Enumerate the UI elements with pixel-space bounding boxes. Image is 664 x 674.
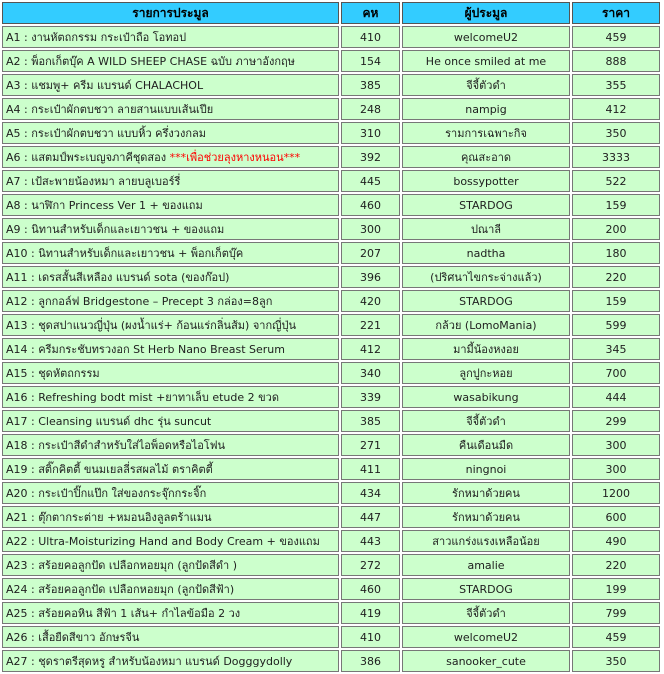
seller-cell: จีจี้ตัวดำ bbox=[402, 410, 570, 432]
seller-cell: ปณาลี bbox=[402, 218, 570, 240]
item-text: A7 : เป้สะพายน้องหมา ลายบลูเบอร์รี่ bbox=[6, 175, 181, 188]
seller-cell: รามการเฉพาะกิจ bbox=[402, 122, 570, 144]
item-text: A2 : พ็อกเก็ตบุ๊ค A WILD SHEEP CHASE ฉบับ ภาษาอังกฤษ bbox=[6, 55, 295, 68]
bids-cell: 207 bbox=[341, 242, 400, 264]
seller-cell: กล้วย (LomoMania) bbox=[402, 314, 570, 336]
bids-cell: 443 bbox=[341, 530, 400, 552]
table-row bbox=[2, 194, 660, 216]
bids-cell: 420 bbox=[341, 290, 400, 312]
item-cell bbox=[2, 290, 339, 312]
table-header-row bbox=[2, 2, 660, 24]
table-row bbox=[2, 218, 660, 240]
price-cell: 490 bbox=[572, 530, 660, 552]
table-row bbox=[2, 170, 660, 192]
item-cell bbox=[2, 434, 339, 456]
table-row bbox=[2, 650, 660, 672]
item-text: A17 : Cleansing แบรนด์ dhc รุ่น suncut bbox=[6, 415, 212, 428]
table-row bbox=[2, 146, 660, 168]
item-text: A14 : ครีมกระชับทรวงอก St Herb Nano Breast Serum bbox=[6, 343, 285, 356]
price-cell: 159 bbox=[572, 290, 660, 312]
price-cell: 3333 bbox=[572, 146, 660, 168]
price-cell: 459 bbox=[572, 26, 660, 48]
bids-cell: 392 bbox=[341, 146, 400, 168]
table-row bbox=[2, 266, 660, 288]
seller-cell: จีจี้ตัวดำ bbox=[402, 74, 570, 96]
bids-cell: 412 bbox=[341, 338, 400, 360]
price-cell: 300 bbox=[572, 434, 660, 456]
item-text: A24 : สร้อยคอลูกปัด เปลือกหอยมุก (ลูกปัดสีฟ้า) bbox=[6, 583, 235, 596]
table-row bbox=[2, 626, 660, 648]
table-row bbox=[2, 578, 660, 600]
seller-cell: จีจี้ตัวดำ bbox=[402, 602, 570, 624]
item-cell bbox=[2, 146, 339, 168]
seller-cell: STARDOG bbox=[402, 290, 570, 312]
seller-cell: amalie bbox=[402, 554, 570, 576]
seller-cell: สาวแกร่งแรงเหลือน้อย bbox=[402, 530, 570, 552]
bids-cell: 385 bbox=[341, 74, 400, 96]
table-row bbox=[2, 458, 660, 480]
seller-cell: มามี้น้องหงอย bbox=[402, 338, 570, 360]
seller-cell: nadtha bbox=[402, 242, 570, 264]
seller-cell: รักหมาด้วยคน bbox=[402, 482, 570, 504]
price-cell: 220 bbox=[572, 554, 660, 576]
seller-cell: รักหมาด้วยคน bbox=[402, 506, 570, 528]
item-cell bbox=[2, 554, 339, 576]
bids-cell: 460 bbox=[341, 578, 400, 600]
price-cell: 220 bbox=[572, 266, 660, 288]
price-cell: 299 bbox=[572, 410, 660, 432]
seller-cell: คืนเดือนมืด bbox=[402, 434, 570, 456]
item-cell bbox=[2, 194, 339, 216]
bids-cell: 447 bbox=[341, 506, 400, 528]
seller-cell: bossypotter bbox=[402, 170, 570, 192]
item-cell bbox=[2, 98, 339, 120]
item-cell bbox=[2, 266, 339, 288]
bids-cell: 271 bbox=[341, 434, 400, 456]
bids-cell: 445 bbox=[341, 170, 400, 192]
table-row bbox=[2, 98, 660, 120]
price-cell: 799 bbox=[572, 602, 660, 624]
item-cell bbox=[2, 410, 339, 432]
table-row bbox=[2, 26, 660, 48]
header-price: ราคา bbox=[572, 2, 660, 24]
price-cell: 180 bbox=[572, 242, 660, 264]
item-text: A20 : กระเป๋าปิ๊กแป๊ก ใส่ของกระจุ๊กกระจิ๊ก bbox=[6, 487, 207, 500]
header-bids: คห bbox=[341, 2, 400, 24]
bids-cell: 434 bbox=[341, 482, 400, 504]
item-text: A16 : Refreshing bodt mist +ยาทาเล็บ etude 2 ขวด bbox=[6, 391, 279, 404]
item-text: A1 : งานหัตถกรรม กระเป๋าถือ โอทอป bbox=[6, 31, 187, 44]
table-row bbox=[2, 386, 660, 408]
bids-cell: 410 bbox=[341, 626, 400, 648]
item-cell bbox=[2, 362, 339, 384]
item-cell bbox=[2, 386, 339, 408]
seller-cell: nampig bbox=[402, 98, 570, 120]
seller-cell: STARDOG bbox=[402, 578, 570, 600]
bids-cell: 272 bbox=[341, 554, 400, 576]
table-row bbox=[2, 530, 660, 552]
item-cell bbox=[2, 170, 339, 192]
seller-cell: He once smiled at me bbox=[402, 50, 570, 72]
item-text: A12 : ลูกกอล์ฟ Bridgestone – Precept 3 กล่อง=8ลูก bbox=[6, 295, 273, 308]
item-text: A19 : สติ๊กคิตตี้ ขนมเยลลี่รสผลไม้ ตราคิตตี้ bbox=[6, 463, 213, 476]
table-row bbox=[2, 434, 660, 456]
bids-cell: 339 bbox=[341, 386, 400, 408]
price-cell: 300 bbox=[572, 458, 660, 480]
item-text: A18 : กระเป๋าสีดำสำหรับใส่ไอพ็อดหรือไอโฟน bbox=[6, 439, 226, 452]
price-cell: 599 bbox=[572, 314, 660, 336]
bids-cell: 310 bbox=[341, 122, 400, 144]
item-cell bbox=[2, 626, 339, 648]
table-row bbox=[2, 242, 660, 264]
seller-cell: (ปริศนาไขกระจ่างแล้ว) bbox=[402, 266, 570, 288]
item-text: A3 : แชมพู+ ครีม แบรนด์ CHALACHOL bbox=[6, 79, 204, 92]
table-row bbox=[2, 74, 660, 96]
seller-cell: sanooker_cute bbox=[402, 650, 570, 672]
bids-cell: 386 bbox=[341, 650, 400, 672]
seller-cell: STARDOG bbox=[402, 194, 570, 216]
item-text: A21 : ตุ๊กตากระต่าย +หมอนอิงลูลตร้าแมน bbox=[6, 511, 212, 524]
seller-cell: คุณสะอาด bbox=[402, 146, 570, 168]
item-cell bbox=[2, 458, 339, 480]
price-cell: 345 bbox=[572, 338, 660, 360]
item-text: A11 : เดรสสั้นสีเหลือง แบรนด์ sota (ของก๊อป) bbox=[6, 271, 230, 284]
price-cell: 159 bbox=[572, 194, 660, 216]
item-text: A15 : ชุดหัตถกรรม bbox=[6, 367, 100, 380]
item-cell bbox=[2, 482, 339, 504]
price-cell: 350 bbox=[572, 122, 660, 144]
price-cell: 1200 bbox=[572, 482, 660, 504]
bids-cell: 154 bbox=[341, 50, 400, 72]
table-row bbox=[2, 122, 660, 144]
item-cell bbox=[2, 338, 339, 360]
table-row bbox=[2, 338, 660, 360]
item-text: A6 : แสตมป์พระเบญจภาคีชุดสอง bbox=[6, 151, 170, 164]
item-text: A9 : นิทานสำหรับเด็กและเยาวชน + ของแถม bbox=[6, 223, 225, 236]
bids-cell: 410 bbox=[341, 26, 400, 48]
table-row bbox=[2, 290, 660, 312]
item-cell bbox=[2, 242, 339, 264]
item-cell bbox=[2, 602, 339, 624]
item-text: A26 : เสื้อยืดสีขาว อักษรจีน bbox=[6, 631, 140, 644]
price-cell: 200 bbox=[572, 218, 660, 240]
table-row bbox=[2, 602, 660, 624]
bids-cell: 221 bbox=[341, 314, 400, 336]
price-cell: 350 bbox=[572, 650, 660, 672]
item-text: A10 : นิทานสำหรับเด็กและเยาวชน + พ็อกเก็ตบุ๊ค bbox=[6, 247, 244, 260]
seller-cell: ลูกปูกะหอย bbox=[402, 362, 570, 384]
item-cell bbox=[2, 122, 339, 144]
item-text: A25 : สร้อยคอหิน สีฟ้า 1 เส้น+ กำไลข้อมือ 2 วง bbox=[6, 607, 241, 620]
table-row bbox=[2, 314, 660, 336]
table-body bbox=[2, 26, 660, 672]
price-cell: 600 bbox=[572, 506, 660, 528]
item-text: A23 : สร้อยคอลูกปัด เปลือกหอยมุก (ลูกปัดสีดำ ) bbox=[6, 559, 237, 572]
price-cell: 355 bbox=[572, 74, 660, 96]
seller-cell: ningnoi bbox=[402, 458, 570, 480]
seller-cell: wasabikung bbox=[402, 386, 570, 408]
item-cell bbox=[2, 74, 339, 96]
item-cell bbox=[2, 218, 339, 240]
item-text: A5 : กระเป๋าผักตบชวา แบบหิ้ว ครึ่งวงกลม bbox=[6, 127, 206, 140]
bids-cell: 340 bbox=[341, 362, 400, 384]
bids-cell: 396 bbox=[341, 266, 400, 288]
table-row bbox=[2, 554, 660, 576]
item-cell bbox=[2, 530, 339, 552]
bids-cell: 385 bbox=[341, 410, 400, 432]
price-cell: 199 bbox=[572, 578, 660, 600]
item-text: A27 : ชุดราตรีสุดหรู สำหรับน้องหมา แบรนด์ Dogggydolly bbox=[6, 655, 293, 668]
bids-cell: 411 bbox=[341, 458, 400, 480]
item-text: A22 : Ultra-Moisturizing Hand and Body Cream + ของแถม bbox=[6, 535, 320, 548]
seller-cell: welcomeU2 bbox=[402, 626, 570, 648]
item-text: A4 : กระเป๋าผักตบชวา ลายสานแบบเส้นเปีย bbox=[6, 103, 214, 116]
bids-cell: 419 bbox=[341, 602, 400, 624]
bids-cell: 460 bbox=[341, 194, 400, 216]
bids-cell: 300 bbox=[341, 218, 400, 240]
seller-cell: welcomeU2 bbox=[402, 26, 570, 48]
item-cell bbox=[2, 650, 339, 672]
item-text: A8 : นาฬิกา Princess Ver 1 + ของแถม bbox=[6, 199, 203, 212]
price-cell: 412 bbox=[572, 98, 660, 120]
bids-cell: 248 bbox=[341, 98, 400, 120]
price-cell: 888 bbox=[572, 50, 660, 72]
header-item: รายการประมูล bbox=[2, 2, 339, 24]
item-highlight-note: ***เพื่อช่วยลุงหางหนอน*** bbox=[169, 151, 301, 164]
item-cell bbox=[2, 50, 339, 72]
price-cell: 459 bbox=[572, 626, 660, 648]
item-text: A13 : ชุดสปาแนวญี่ปุ่น (ผงน้ำแร่+ ก้อนแร่กลิ่นส้ม) จากญี่ปุ่น bbox=[6, 319, 296, 332]
table-row bbox=[2, 362, 660, 384]
table-row bbox=[2, 506, 660, 528]
item-cell bbox=[2, 26, 339, 48]
price-cell: 444 bbox=[572, 386, 660, 408]
item-cell bbox=[2, 506, 339, 528]
price-cell: 700 bbox=[572, 362, 660, 384]
header-seller: ผู้ประมูล bbox=[402, 2, 570, 24]
table-row bbox=[2, 482, 660, 504]
item-cell bbox=[2, 314, 339, 336]
table-row bbox=[2, 50, 660, 72]
item-cell bbox=[2, 578, 339, 600]
price-cell: 522 bbox=[572, 170, 660, 192]
table-row bbox=[2, 410, 660, 432]
